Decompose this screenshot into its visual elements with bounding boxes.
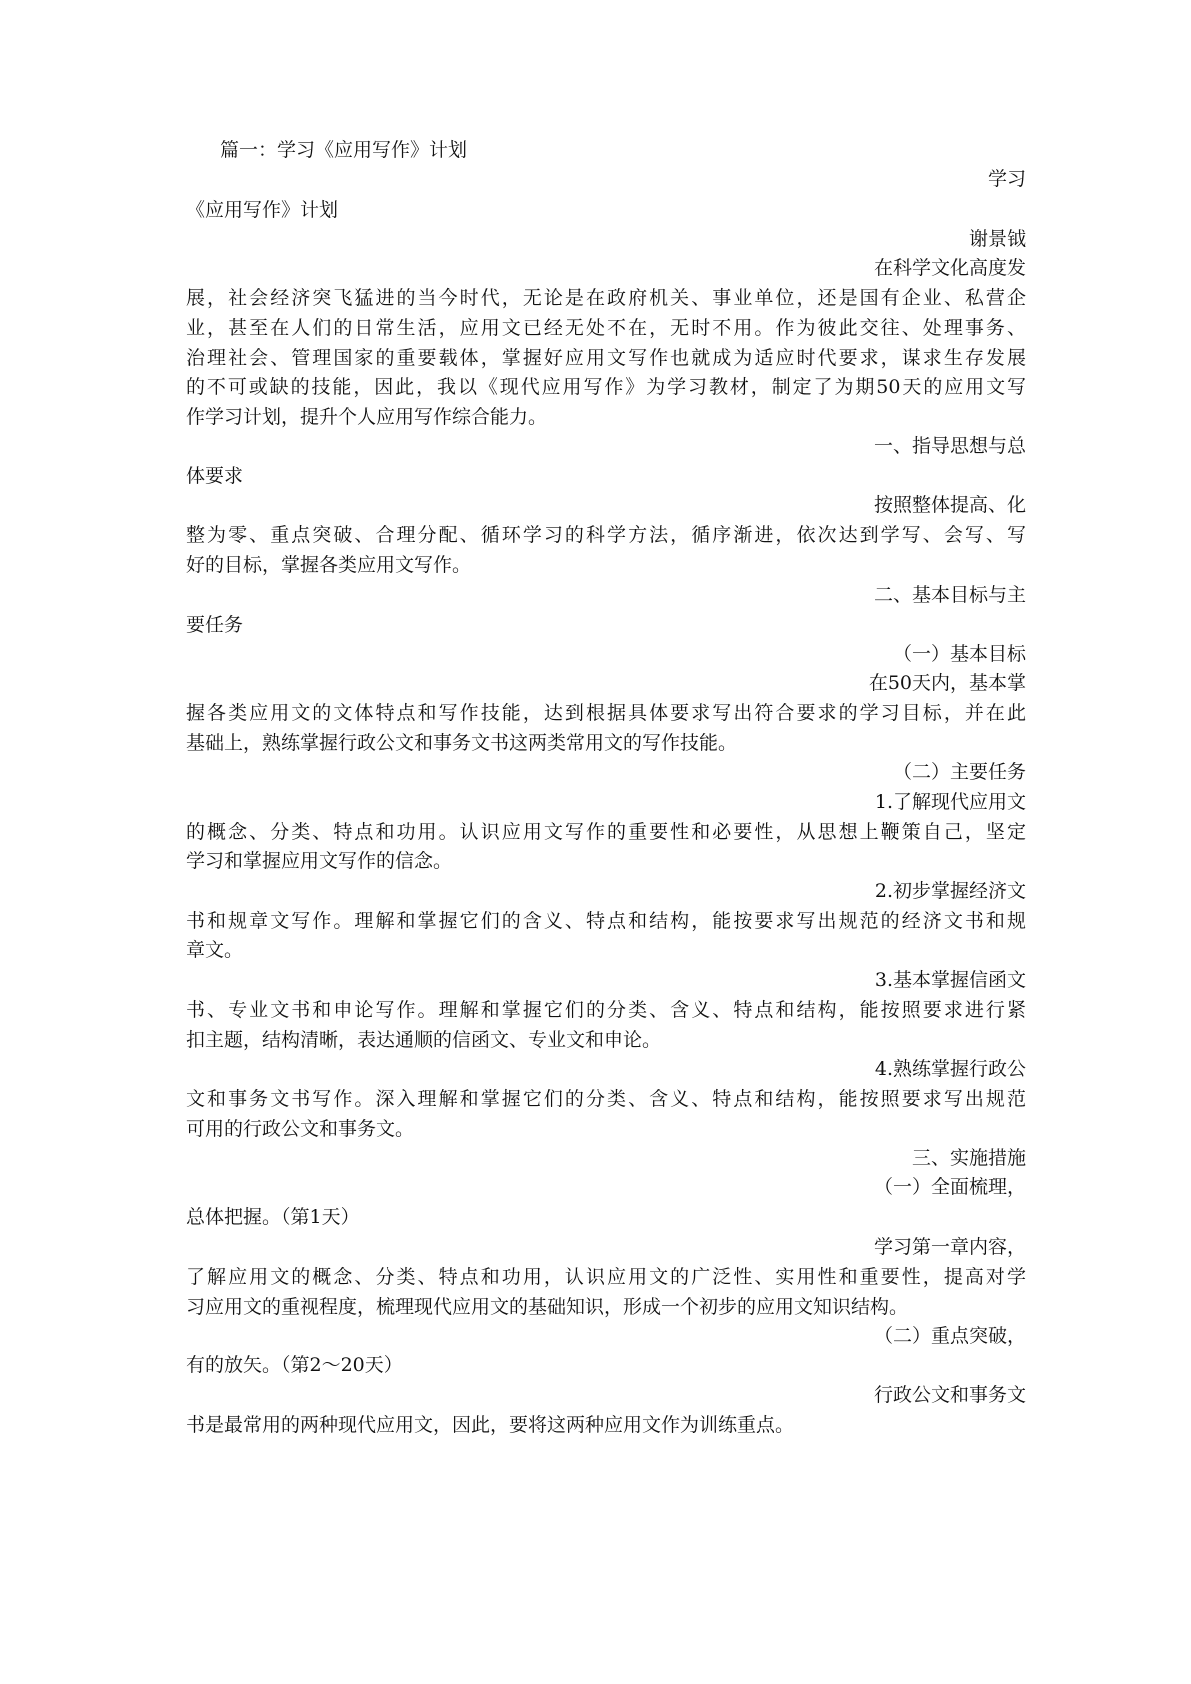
subsection-heading: （二）重点突破， xyxy=(873,1325,1026,1347)
paragraph-line: 在科学文化高度发 xyxy=(873,257,1026,279)
section-heading: 要任务 xyxy=(186,614,244,636)
paragraph-line: 4.熟练掌握行政公 xyxy=(874,1058,1026,1080)
paragraph-line: 书和规章文写作。理解和掌握它们的含义、特点和结构，能按要求写出规范的经济文书和规 xyxy=(186,910,1026,932)
subsection-heading: 总体把握。（第1天） xyxy=(186,1206,360,1228)
paragraph-line: 2.初步掌握经济文 xyxy=(874,880,1026,902)
paragraph-line: 好的目标，掌握各类应用文写作。 xyxy=(186,554,472,576)
subsection-heading: 有的放矢。（第2～20天） xyxy=(186,1354,403,1376)
document-heading: 篇一：学习《应用写作》计划 xyxy=(220,139,468,161)
section-heading: 一、指导思想与总 xyxy=(873,435,1026,457)
paragraph-line: 学习和掌握应用文写作的信念。 xyxy=(186,850,453,872)
paragraph-line: 行政公文和事务文 xyxy=(873,1384,1026,1406)
author-name: 谢景钺 xyxy=(968,228,1026,250)
paragraph-line: 作学习计划，提升个人应用写作综合能力。 xyxy=(186,406,548,428)
title-line-2: 《应用写作》计划 xyxy=(186,199,339,221)
paragraph-line: 握各类应用文的文体特点和写作技能，达到根据具体要求写出符合要求的学习目标，并在此 xyxy=(186,702,1026,724)
paragraph-line: 治理社会、管理国家的重要载体，掌握好应用文写作也就成为适应时代要求，谋求生存发展 xyxy=(186,347,1026,369)
paragraph-line: 展，社会经济突飞猛进的当今时代，无论是在政府机关、事业单位，还是国有企业、私营企 xyxy=(186,287,1026,309)
section-heading: 三、实施措施 xyxy=(911,1147,1026,1169)
paragraph-line: 可用的行政公文和事务文。 xyxy=(186,1118,415,1140)
paragraph-line: 文和事务文书写作。深入理解和掌握它们的分类、含义、特点和结构，能按照要求写出规范 xyxy=(186,1088,1026,1110)
subsection-heading: （二）主要任务 xyxy=(892,761,1026,783)
paragraph-line: 整为零、重点突破、合理分配、循环学习的科学方法，循序渐进，依次达到学写、会写、写 xyxy=(186,524,1026,546)
paragraph-line: 1.了解现代应用文 xyxy=(874,791,1026,813)
paragraph-line: 基础上，熟练掌握行政公文和事务文书这两类常用文的写作技能。 xyxy=(186,732,738,754)
section-heading: 二、基本目标与主 xyxy=(873,584,1026,606)
paragraph-line: 在50天内，基本掌 xyxy=(868,672,1026,694)
title-line-1: 学习 xyxy=(987,168,1026,190)
subsection-heading: （一）全面梳理， xyxy=(873,1176,1026,1198)
paragraph-line: 按照整体提高、化 xyxy=(873,494,1026,516)
paragraph-line: 了解应用文的概念、分类、特点和功用，认识应用文的广泛性、实用性和重要性，提高对学 xyxy=(186,1266,1026,1288)
paragraph-line: 书是最常用的两种现代应用文，因此，要将这两种应用文作为训练重点。 xyxy=(186,1414,795,1436)
paragraph-line: 扣主题，结构清晰，表达通顺的信函文、专业文和申论。 xyxy=(186,1029,662,1051)
section-heading: 体要求 xyxy=(186,465,244,487)
paragraph-line: 的不可或缺的技能，因此，我以《现代应用写作》为学习教材，制定了为期50天的应用文写 xyxy=(186,376,1026,398)
paragraph-line: 3.基本掌握信函文 xyxy=(874,969,1026,991)
paragraph-line: 业，甚至在人们的日常生活，应用文已经无处不在，无时不用。作为彼此交往、处理事务、 xyxy=(186,317,1026,339)
subsection-heading: （一）基本目标 xyxy=(892,643,1026,665)
paragraph-line: 章文。 xyxy=(186,939,244,961)
paragraph-line: 习应用文的重视程度，梳理现代应用文的基础知识，形成一个初步的应用文知识结构。 xyxy=(186,1296,909,1318)
paragraph-line: 的概念、分类、特点和功用。认识应用文写作的重要性和必要性，从思想上鞭策自己，坚定 xyxy=(186,821,1026,843)
paragraph-line: 书、专业文书和申论写作。理解和掌握它们的分类、含义、特点和结构，能按照要求进行紧 xyxy=(186,999,1026,1021)
paragraph-line: 学习第一章内容， xyxy=(873,1236,1026,1258)
